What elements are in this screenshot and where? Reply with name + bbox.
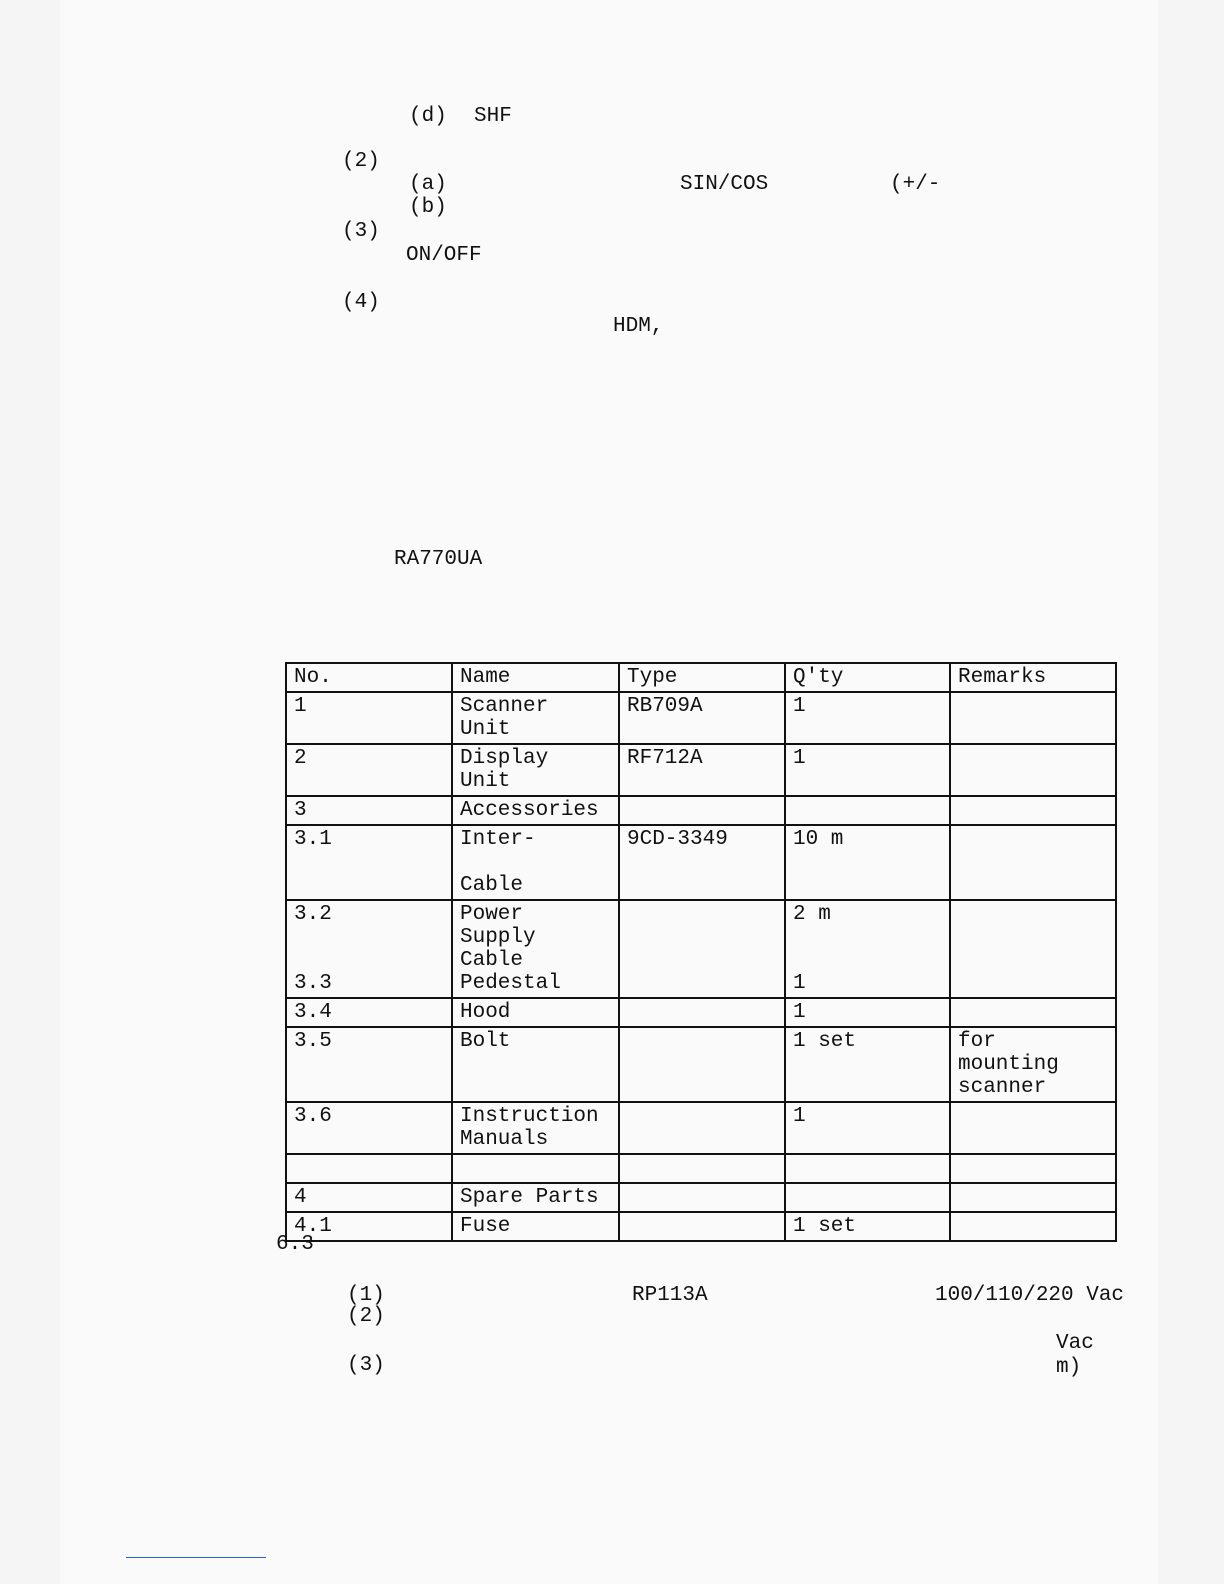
section-item-2-label: (2) <box>347 1305 385 1328</box>
section-item-3-label: (3) <box>347 1354 385 1377</box>
cell-qty <box>785 1154 950 1183</box>
cell-no: 1 <box>286 692 452 744</box>
cell-remarks <box>950 1154 1116 1183</box>
item-d-label: (d) <box>409 105 447 128</box>
cell-no: 3.6 <box>286 1102 452 1154</box>
header-type: Type <box>619 663 785 692</box>
table-header-row <box>286 663 1116 692</box>
cell-remarks: for mounting scanner <box>950 1027 1116 1102</box>
supply-voltage: 100/110/220 Vac <box>935 1284 1125 1307</box>
cell-type <box>619 796 785 825</box>
cell-name: Display Unit <box>452 744 619 796</box>
table-row <box>286 1027 1116 1102</box>
header-remarks: Remarks <box>950 663 1116 692</box>
on-off-text: ON/OFF <box>406 244 482 267</box>
hdm-text: HDM, <box>613 315 664 338</box>
cell-no: 2 <box>286 744 452 796</box>
footnote-rule <box>126 1557 266 1558</box>
cell-remarks <box>950 998 1116 1027</box>
item-a-label: (a) <box>409 173 447 196</box>
table-row <box>286 1102 1116 1154</box>
cell-no: 3 <box>286 796 452 825</box>
cell-name: Fuse <box>452 1212 619 1241</box>
table-row <box>286 998 1116 1027</box>
table-row <box>286 900 1116 998</box>
cell-type <box>619 998 785 1027</box>
table-row <box>286 1154 1116 1183</box>
header-qty: Q'ty <box>785 663 950 692</box>
table-row <box>286 1212 1116 1241</box>
cell-qty: 10 m <box>785 825 950 900</box>
power-unit-model: RP113A <box>632 1284 708 1307</box>
header-name: Name <box>452 663 619 692</box>
vac-text: Vac <box>1056 1332 1094 1355</box>
cell-qty <box>785 1183 950 1212</box>
cell-remarks <box>950 1102 1116 1154</box>
cell-qty: 2 m 1 <box>785 900 950 998</box>
meter-close-text: m) <box>1056 1356 1082 1379</box>
cell-qty <box>785 796 950 825</box>
table-row <box>286 1183 1116 1212</box>
parts-table-body <box>286 663 1116 1241</box>
cell-no: 3.2 3.3 <box>286 900 452 998</box>
cell-no: 3.1 <box>286 825 452 900</box>
cell-no <box>286 1154 452 1183</box>
cell-type: 9CD-3349 <box>619 825 785 900</box>
sin-cos-text: SIN/COS <box>680 173 769 196</box>
cell-no: 3.4 <box>286 998 452 1027</box>
parts-table <box>285 662 1117 1242</box>
cell-remarks <box>950 1212 1116 1241</box>
cell-remarks <box>950 900 1116 998</box>
cell-no: 4 <box>286 1183 452 1212</box>
cell-remarks <box>950 1183 1116 1212</box>
header-no: No. <box>286 663 452 692</box>
table-row <box>286 825 1116 900</box>
cell-type <box>619 1183 785 1212</box>
cell-name: Instruction Manuals <box>452 1102 619 1154</box>
cell-qty: 1 <box>785 998 950 1027</box>
cell-qty: 1 set <box>785 1027 950 1102</box>
cell-name: Bolt <box>452 1027 619 1102</box>
cell-type: RB709A <box>619 692 785 744</box>
cell-name: Scanner Unit <box>452 692 619 744</box>
cell-name: Inter- Cable <box>452 825 619 900</box>
cell-qty: 1 set <box>785 1212 950 1241</box>
cell-no: 3.5 <box>286 1027 452 1102</box>
plus-minus-text: (+/- <box>890 173 941 196</box>
cell-type <box>619 1154 785 1183</box>
cell-qty: 1 <box>785 744 950 796</box>
cell-remarks <box>950 744 1116 796</box>
cell-qty: 1 <box>785 692 950 744</box>
cell-type <box>619 1102 785 1154</box>
table-row <box>286 744 1116 796</box>
item-4-label: (4) <box>342 291 380 314</box>
item-3-label: (3) <box>342 220 380 243</box>
cell-name: Power Supply Cable Pedestal <box>452 900 619 998</box>
cell-type <box>619 1212 785 1241</box>
section-number: 6.3 <box>276 1233 314 1256</box>
cell-qty: 1 <box>785 1102 950 1154</box>
model-number: RA770UA <box>394 548 483 571</box>
cell-type <box>619 1027 785 1102</box>
cell-remarks <box>950 692 1116 744</box>
section-item-1-label: (1) <box>347 1284 385 1307</box>
table-row <box>286 692 1116 744</box>
item-d-text: SHF <box>474 105 512 128</box>
item-b-label: (b) <box>409 196 447 219</box>
cell-remarks <box>950 825 1116 900</box>
item-2-label: (2) <box>342 150 380 173</box>
cell-name: Hood <box>452 998 619 1027</box>
cell-name <box>452 1154 619 1183</box>
cell-no: 4.1 <box>286 1212 452 1241</box>
cell-name: Accessories <box>452 796 619 825</box>
cell-name: Spare Parts <box>452 1183 619 1212</box>
cell-type <box>619 900 785 998</box>
cell-remarks <box>950 796 1116 825</box>
table-row <box>286 796 1116 825</box>
cell-type: RF712A <box>619 744 785 796</box>
